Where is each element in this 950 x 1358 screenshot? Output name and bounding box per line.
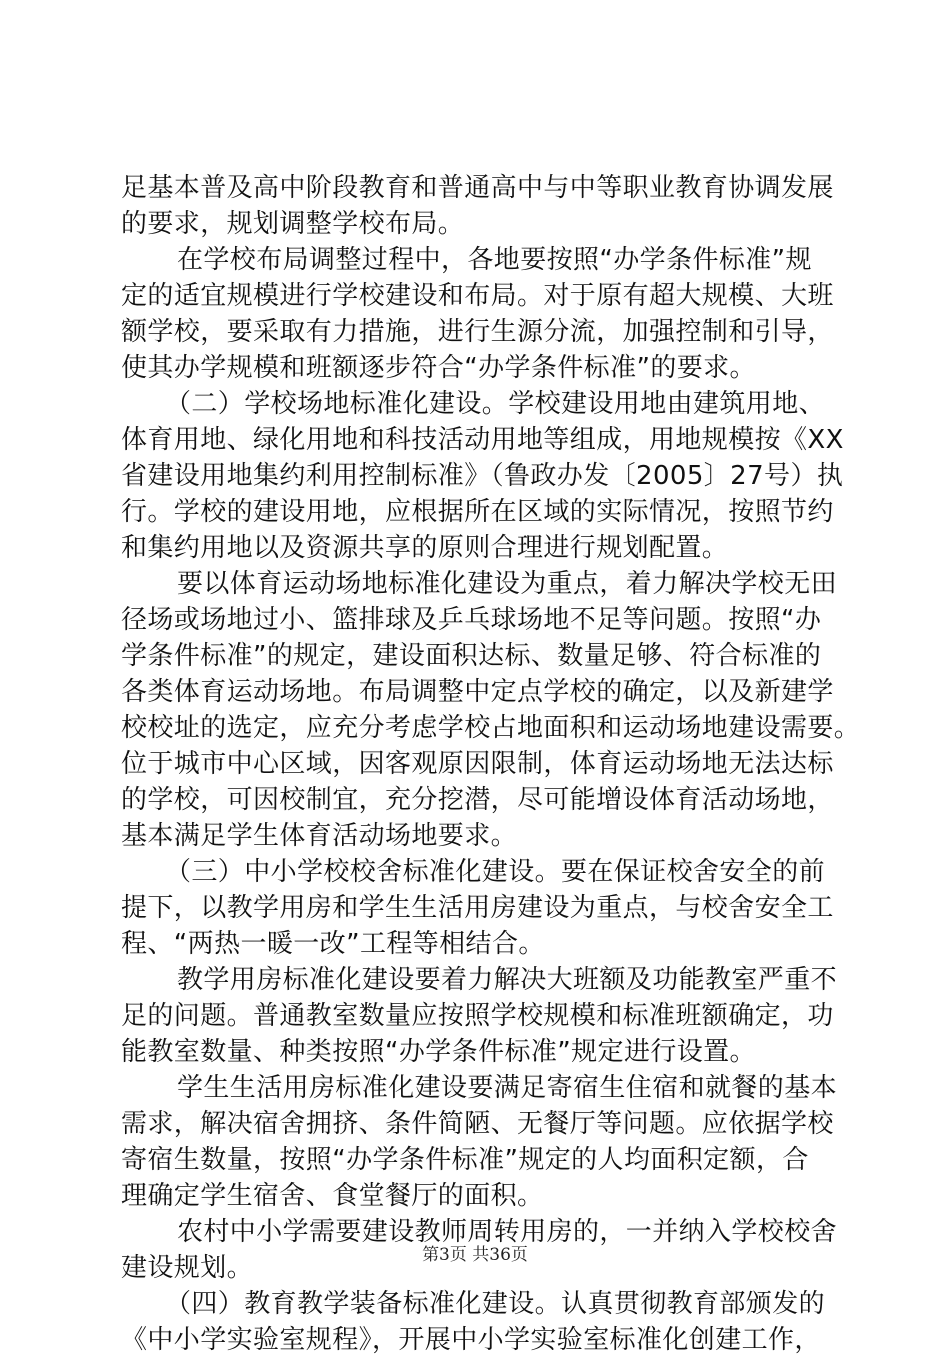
body-line: 学生生活用房标准化建设要满足寄宿生住宿和就餐的基本 (177, 1073, 838, 1103)
page-number-label: 第3页 共36页 (422, 1245, 528, 1265)
body-line: 使其办学规模和班额逐步符合“办学条件标准”的要求。 (121, 353, 756, 383)
body-line: 径场或场地过小、篮排球及乒乓球场地不足等问题。按照“办 (121, 605, 822, 635)
page-footer (0, 1243, 950, 1267)
section-heading-line: （三）中小学校校舍标准化建设。要在保证校舍安全的前 (165, 857, 826, 887)
body-line: 足基本普及高中阶段教育和普通高中与中等职业教育协调发展 (121, 173, 834, 203)
body-line: 需求，解决宿舍拥挤、条件简陋、无餐厅等问题。应依据学校 (121, 1109, 834, 1139)
body-line: 教学用房标准化建设要着力解决大班额及功能教室严重不 (177, 965, 838, 995)
body-line: 体育用地、绿化用地和科技活动用地等组成，用地规模按《XX (121, 425, 844, 455)
body-line: 行。学校的建设用地，应根据所在区域的实际情况，按照节约 (121, 497, 834, 527)
section-heading-line: （二）学校场地标准化建设。学校建设用地由建筑用地、 (165, 389, 826, 419)
body-line: 的要求，规划调整学校布局。 (121, 209, 465, 239)
body-line: 定的适宜规模进行学校建设和布局。对于原有超大规模、大班 (121, 281, 834, 311)
body-line: 校校址的选定，应充分考虑学校占地面积和运动场地建设需要。 (121, 713, 861, 743)
body-line: 《中小学实验室规程》，开展中小学实验室标准化创建工作， (121, 1325, 821, 1355)
body-line: 基本满足学生体育活动场地要求。 (121, 821, 518, 851)
body-line: 额学校，要采取有力措施，进行生源分流，加强控制和引导， (121, 317, 834, 347)
body-line: 各类体育运动场地。布局调整中定点学校的确定，以及新建学 (121, 677, 834, 707)
body-line: 足的问题。普通教室数量应按照学校规模和标准班额确定，功 (121, 1001, 834, 1031)
body-line: 在学校布局调整过程中，各地要按照“办学条件标准”规 (177, 245, 812, 275)
document-body (121, 170, 861, 1358)
body-line: 学条件标准”的规定，建设面积达标、数量足够、符合标准的 (121, 641, 822, 671)
body-line: 能教室数量、种类按照“办学条件标准”规定进行设置。 (121, 1037, 756, 1067)
body-line: 建设规划。 (121, 1253, 254, 1283)
body-line: 程、“两热一暖一改”工程等相结合。 (121, 929, 545, 959)
body-line: 位于城市中心区域，因客观原因限制，体育运动场地无法达标 (121, 749, 834, 779)
body-line: 农村中小学需要建设教师周转用房的，一并纳入学校校舍 (177, 1217, 838, 1247)
body-line: 理确定学生宿舍、食堂餐厅的面积。 (121, 1181, 544, 1211)
body-line: 要以体育运动场地标准化建设为重点，着力解决学校无田 (177, 569, 838, 599)
body-line: 寄宿生数量，按照“办学条件标准”规定的人均面积定额，合 (121, 1145, 809, 1175)
body-line: 省建设用地集约利用控制标准》（鲁政办发〔2005〕27号）执 (121, 461, 844, 491)
body-line: 提下，以教学用房和学生生活用房建设为重点，与校舍安全工 (121, 893, 834, 923)
body-line: 和集约用地以及资源共享的原则合理进行规划配置。 (121, 533, 729, 563)
body-line: 的学校，可因校制宜，充分挖潜，尽可能增设体育活动场地， (121, 785, 834, 815)
section-heading-line: （四）教育教学装备标准化建设。认真贯彻教育部颁发的 (165, 1289, 826, 1319)
